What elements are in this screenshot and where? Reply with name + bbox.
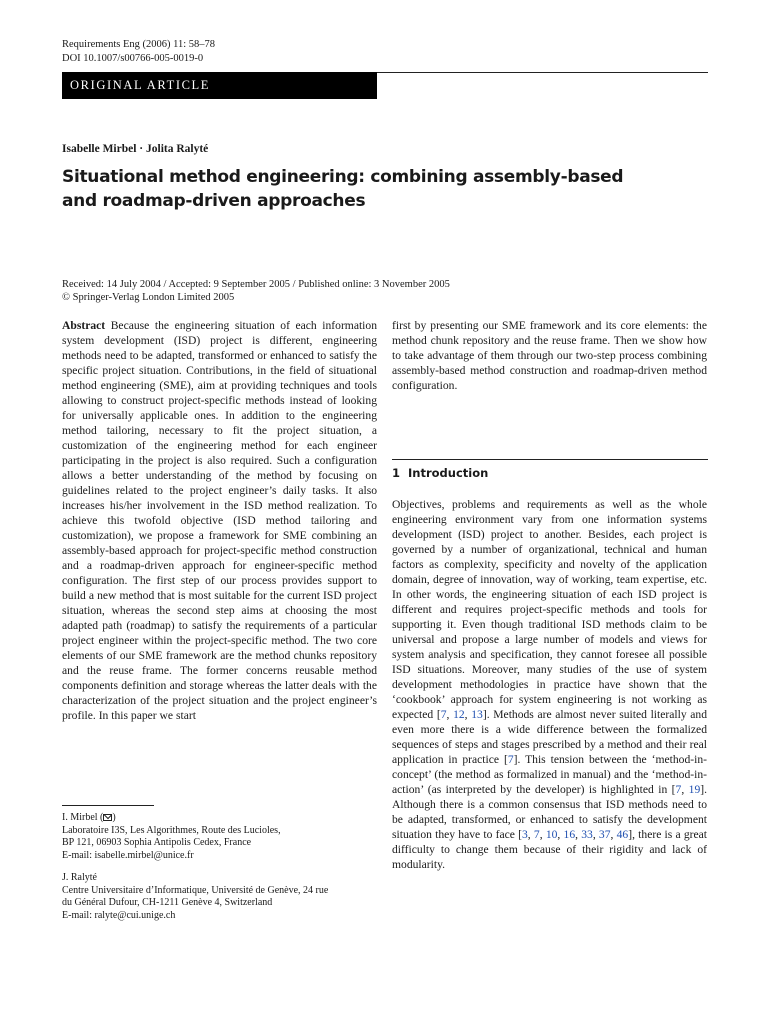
affiliation-address-2: BP 121, 06903 Sophia Antipolis Cedex, France <box>62 837 252 848</box>
citation-link[interactable]: 33 <box>581 828 593 841</box>
dates-line: Received: 14 July 2004 / Accepted: 9 September 2005 / Published online: 3 November 2005 <box>62 279 450 290</box>
affiliation-name: J. Ralyté <box>62 872 97 883</box>
citation-link[interactable]: 7 <box>675 783 682 796</box>
citation-link[interactable]: 12 <box>453 708 465 721</box>
citation-link[interactable]: 3 <box>522 828 528 841</box>
citation-link[interactable]: 7 <box>533 828 540 841</box>
abstract-continuation: first by presenting our SME framework and its core elements: the method chunk repository and the reuse frame. Then we show how to take advantage of them through our two-step process combining assembly-based method construction and roadmap-driven method configuration. <box>392 319 707 392</box>
citation-separator: , <box>527 828 534 841</box>
paper-title-line-2: and roadmap-driven approaches <box>62 191 366 211</box>
affiliation-address-2: du Général Dufour, CH-1211 Genève 4, Switzerland <box>62 897 273 908</box>
paper-title <box>62 165 682 213</box>
intro-text-d: ]. Although there is a common consensus that ISD methods need to be adapted, transformed, or enhanced to satisfy the development situation they have to face [ <box>392 783 707 841</box>
abstract-text: Because the engineering situation of each information system development (ISD) project is different, engineering methods need to be adapted, transformed or enhanced to satisfy the specific project situation. Contributions, in the field of situational method engineering (SME), aim at providing techniques and tools allowing to construct project-specific methods instead of looking for universally applicable ones. In addition to the engineering method tailoring, necessary to fit the project situation, a customization of the engineering method for each engineer participating in the project is also required. Such a configuration allows a better understanding of the method by focusing on guidelines related to the project engineer’s daily tasks. It also increases his/her involvement in the ISD method realization. To achieve this twofold objective (ISD method tailoring and customization), we propose a framework for SME combining an assembly-based approach for project-specific method construction and a roadmap-driven approach for engineer-specific method configuration. The first step of our process provides support to build a new method that is most suitable for the current ISD project situation, whereas the second step aims at choosing the most adapted path (roadmap) to satisfy the requirements of a particular project engineer within the project-specific method. The two core elements of our SME framework are the method chunks repository and the reuse frame. The former concerns reusable method components definition and storage whereas the latter deals with the characterization of the project situation and the project engineer’s profile. In this paper we start <box>62 319 377 722</box>
publication-dates <box>62 278 450 304</box>
citation-link[interactable]: 13 <box>471 708 483 721</box>
journal-citation: Requirements Eng (2006) 11: 58–78 <box>62 39 216 50</box>
affiliation-email[interactable]: E-mail: isabelle.mirbel@unice.fr <box>62 849 194 861</box>
citation-separator: , <box>446 708 454 721</box>
citation-separator: , <box>681 783 689 796</box>
abstract-label: Abstract <box>62 319 106 332</box>
intro-text-e: ], there is a great difficulty to change them because of their rigidity and lack of modularity. <box>392 828 708 871</box>
author-list: Isabelle Mirbel · Jolita Ralyté <box>62 143 209 155</box>
citation-separator: , <box>539 828 546 841</box>
citation-link[interactable]: 16 <box>563 828 576 841</box>
article-type-banner: ORIGINAL ARTICLE <box>62 72 377 99</box>
citation-link[interactable]: 19 <box>688 783 701 796</box>
intro-text-a: Objectives, problems and requirements as well as the whole engineering environment vary from one information systems development (ISD) project to another. Besides, each project is governed by a number of organizational, technical and human factors as complexity, specificity and novelty of the application domain, degree of innovation, way of working, team expertise, etc. In other words, the engineering situation of each ISD project is different and requires project-specific methods and tools for supporting it. Even though traditional ISD methods claim to be universal and propose a large number of models and views for system analysis and specification, they cannot foresee all possible ISD situations. Moreover, many studies of the use of system development methodologies in practice have shown that the ‘cookbook’ approach for system engineering is not working as expected [ <box>392 498 707 721</box>
intro-text-c: ]. This tension between the ‘method-in-concept’ (the method as formalized in manual) and the ‘method-in-action’ (as interpreted by the developer) is highlighted in [ <box>392 753 707 796</box>
affiliation-name-text: I. Mirbel ( <box>62 812 104 823</box>
affiliation-ralyte <box>62 872 382 922</box>
section-rule <box>392 459 708 460</box>
citation-separator: , <box>610 828 617 841</box>
affiliation-address-1: Centre Universitaire d’Informatique, Université de Genève, 24 rue <box>62 884 329 896</box>
affiliation-email[interactable]: E-mail: ralyte@cui.unige.ch <box>62 909 176 921</box>
citation-separator: , <box>575 828 582 841</box>
abstract-column <box>62 318 377 723</box>
journal-doi[interactable]: DOI 10.1007/s00766-005-0019-0 <box>62 53 204 64</box>
citation-link[interactable]: 7 <box>507 753 514 766</box>
citation-link[interactable]: 46 <box>616 828 629 841</box>
affiliation-name <box>62 812 382 825</box>
affiliation-address-1: Laboratoire I3S, Les Algorithmes, Route des Lucioles, <box>62 824 281 836</box>
paper-title-line-1: Situational method engineering: combining assembly-based <box>62 167 624 187</box>
section-heading-introduction <box>392 466 488 480</box>
citation-separator: , <box>464 708 472 721</box>
intro-text-b: ]. Methods are almost never suited literally and even more there is a wide difference between the formalized sequences of steps and stages prescribed by a method and their real application in practice [ <box>392 708 708 766</box>
section-number: 1 <box>392 466 401 480</box>
journal-header <box>62 38 215 66</box>
citation-link[interactable]: 10 <box>545 828 558 841</box>
affiliation-mirbel <box>62 812 382 862</box>
citation-separator: , <box>557 828 564 841</box>
footnote-rule <box>62 805 154 806</box>
citation-separator: , <box>592 828 599 841</box>
envelope-icon[interactable] <box>103 814 112 821</box>
citation-link[interactable]: 7 <box>440 708 447 721</box>
affiliation-name-close: ) <box>112 812 116 823</box>
citation-link[interactable]: 37 <box>598 828 611 841</box>
section-title: Introduction <box>408 466 489 480</box>
copyright-line: © Springer-Verlag London Limited 2005 <box>62 292 235 303</box>
introduction-paragraph <box>392 497 707 872</box>
